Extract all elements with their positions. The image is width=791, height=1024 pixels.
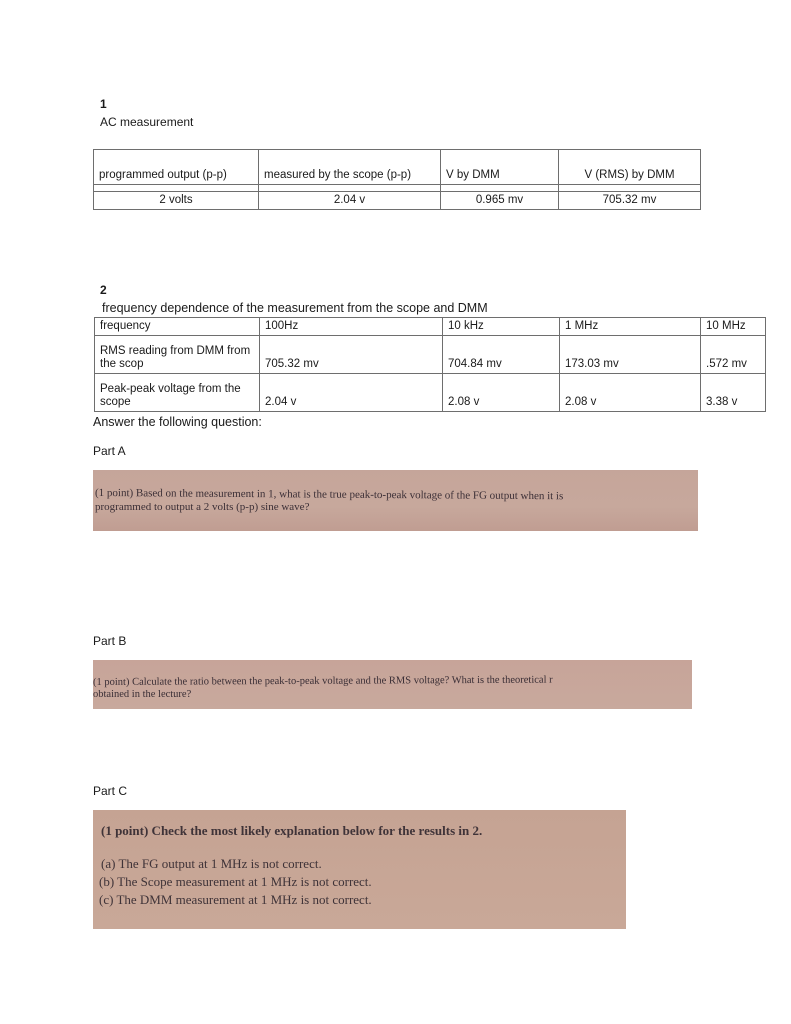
table-cell: 2.08 v xyxy=(443,374,560,412)
header-programmed-output: programmed output (p-p) xyxy=(94,150,259,185)
row-label-peak-peak: Peak-peak voltage from the scope xyxy=(95,374,260,412)
row-label-rms-reading: RMS reading from DMM from the scop xyxy=(95,336,260,374)
header-v-rms-by-dmm: V (RMS) by DMM xyxy=(559,150,701,185)
option-c: (c) The DMM measurement at 1 MHz is not correct. xyxy=(99,892,372,907)
part-a-label: Part A xyxy=(93,444,126,458)
frequency-table xyxy=(94,317,766,412)
section-1-title: AC measurement xyxy=(100,115,194,129)
section-1-number: 1 xyxy=(100,97,107,111)
table-cell: 10 MHz xyxy=(701,318,766,336)
section-2-number: 2 xyxy=(100,283,107,297)
instruction-text: Answer the following question: xyxy=(93,415,262,429)
table-row xyxy=(95,374,766,412)
table-cell: 704.84 mv xyxy=(443,336,560,374)
part-a-question-photo xyxy=(93,470,698,531)
header-v-by-dmm: V by DMM xyxy=(441,150,559,185)
option-b: (b) The Scope measurement at 1 MHz is not correct. xyxy=(99,874,372,889)
cell-measured-by-scope: 2.04 v xyxy=(259,192,441,210)
table-header-row xyxy=(94,150,701,185)
table-cell: .572 mv xyxy=(701,336,766,374)
table-spacer-row xyxy=(94,185,701,192)
header-measured-by-scope: measured by the scope (p-p) xyxy=(259,150,441,185)
part-c-question-photo xyxy=(93,810,626,929)
table-cell: 2.08 v xyxy=(560,374,701,412)
table-cell: 705.32 mv xyxy=(260,336,443,374)
table-row xyxy=(95,318,766,336)
table-cell: 10 kHz xyxy=(443,318,560,336)
part-b-question-photo xyxy=(93,660,692,709)
table-cell: 3.38 v xyxy=(701,374,766,412)
table-cell: 2.04 v xyxy=(260,374,443,412)
table-cell: 173.03 mv xyxy=(560,336,701,374)
row-label-frequency: frequency xyxy=(95,318,260,336)
part-a-question-line-2: programmed to output a 2 volts (p-p) sine wave? xyxy=(95,501,310,513)
part-b-question-line-2: obtained in the lecture? xyxy=(93,689,192,700)
cell-v-rms-by-dmm: 705.32 mv xyxy=(559,192,701,210)
cell-v-by-dmm: 0.965 mv xyxy=(441,192,559,210)
part-a-question-line-1: (1 point) Based on the measurement in 1, what is the true peak-to-peak voltage of the FG output when it is xyxy=(94,487,564,503)
ac-measurement-table xyxy=(93,149,701,210)
part-b-question-line-1: (1 point) Calculate the ratio between the peak-to-peak voltage and the RMS voltage? What is the theoretical r xyxy=(93,674,553,688)
table-cell: 1 MHz xyxy=(560,318,701,336)
cell-programmed-output: 2 volts xyxy=(94,192,259,210)
table-row xyxy=(94,192,701,210)
table-cell: 100Hz xyxy=(260,318,443,336)
table-row xyxy=(95,336,766,374)
part-c-question: (1 point) Check the most likely explanation below for the results in 2. xyxy=(101,823,483,838)
part-c-label: Part C xyxy=(93,784,128,798)
section-2-title: frequency dependence of the measurement from the scope and DMM xyxy=(102,301,488,315)
option-a: (a) The FG output at 1 MHz is not correct. xyxy=(101,856,322,871)
part-b-label: Part B xyxy=(93,634,127,648)
